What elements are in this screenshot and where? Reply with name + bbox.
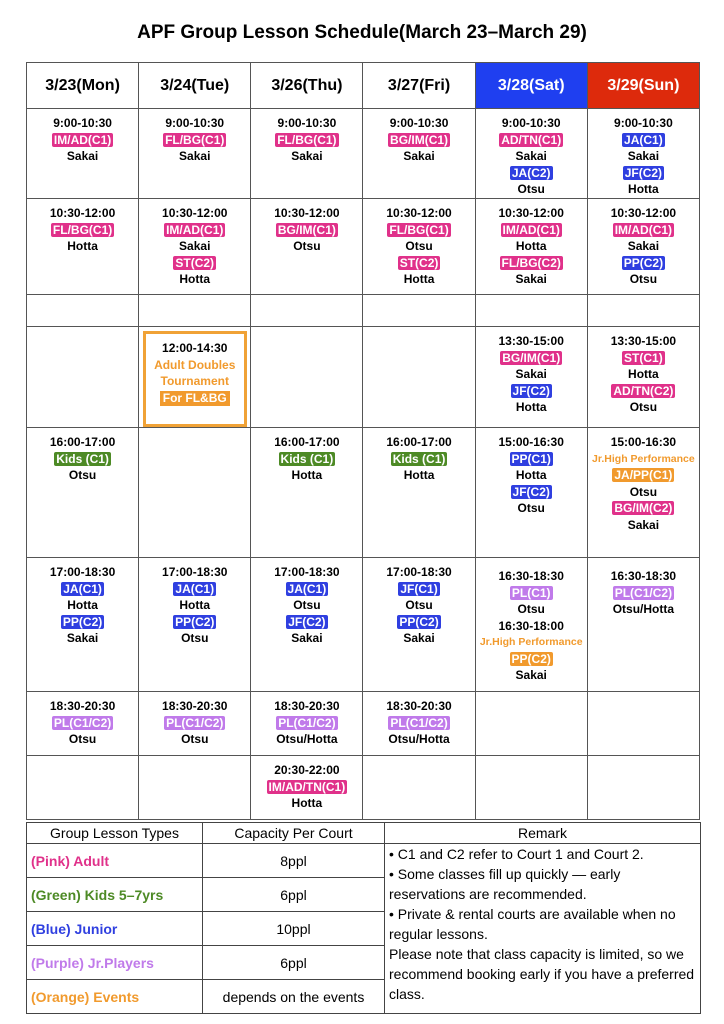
class-tag: Kids (C1): [280, 451, 334, 466]
coach-name: Otsu: [293, 239, 321, 253]
class-tag: JF(C2): [288, 614, 326, 629]
legend-type-kids: (Green) Kids 5–7yrs: [27, 878, 203, 912]
coach-name: Hotta: [179, 272, 211, 286]
slot-cell: [475, 558, 587, 692]
slot-cell: [27, 558, 139, 692]
slot-cell: [475, 756, 587, 820]
class-tag: FL/BG(C1): [389, 222, 449, 237]
slot-time: 16:00-17:00: [49, 435, 116, 449]
slot-cell: [139, 428, 251, 558]
slot-time: 16:30-18:30: [610, 569, 677, 583]
class-tag: IM/AD(C1): [502, 222, 560, 237]
class-tag: PL(C1/C2): [614, 585, 673, 600]
slot-time: 18:30-20:30: [274, 699, 340, 713]
coach-name: Sakai: [627, 149, 660, 163]
slot-cell: [27, 199, 139, 295]
slot-time: 10:30-12:00: [274, 206, 340, 220]
class-tag: Kids (C1): [56, 451, 109, 466]
class-tag: IM/AD(C1): [166, 222, 224, 237]
event-title-line: Tournament: [160, 374, 229, 388]
slot-cell: [475, 109, 587, 199]
legend-capacity: 8ppl: [203, 844, 385, 878]
class-tag: PP(C2): [399, 614, 439, 629]
slot-cell: [587, 692, 699, 756]
performance-label: Jr.High Performance: [592, 452, 695, 465]
slot-cell: [587, 109, 699, 199]
slot-time: 9:00-10:30: [501, 116, 561, 130]
slot-cell: [139, 109, 251, 199]
class-tag: ST(C2): [175, 255, 215, 270]
class-tag: JF(C1): [400, 581, 438, 596]
coach-name: Sakai: [403, 149, 435, 163]
coach-name: Hotta: [628, 182, 659, 196]
class-tag: PL(C1/C2): [278, 715, 336, 730]
slot-time: 9:00-10:30: [53, 116, 112, 130]
coach-name: Otsu: [293, 598, 321, 612]
slot-cell: [475, 428, 587, 558]
slot-time: 16:30-18:00: [498, 618, 564, 633]
class-tag: PP(C1): [511, 451, 551, 466]
slot-cell: [139, 199, 251, 295]
class-tag: IM/AD(C1): [53, 132, 112, 147]
slot-cell: [27, 692, 139, 756]
slot-cell: [587, 199, 699, 295]
class-tag: AD/TN(C2): [613, 383, 674, 398]
event-time: 12:00-14:30: [162, 341, 228, 355]
slot-time: 9:00-10:30: [389, 116, 449, 130]
coach-name: Otsu: [405, 239, 433, 253]
legend-type-events: (Orange) Events: [27, 980, 203, 1014]
slot-cell: [251, 199, 363, 295]
slot-cell: [587, 428, 699, 558]
coach-name: Sakai: [515, 668, 547, 682]
slot-cell: [475, 327, 587, 428]
slot-cell: [251, 558, 363, 692]
slot-time: 10:30-12:00: [49, 206, 116, 220]
slot-cell: [139, 558, 251, 692]
coach-name: Otsu: [517, 501, 545, 515]
class-tag: IM/AD(C1): [614, 222, 673, 237]
day-header-tue: 3/24(Tue): [139, 63, 251, 109]
slot-cell: [27, 295, 139, 327]
slot-cell: [139, 295, 251, 327]
slot-time: 9:00-10:30: [277, 116, 337, 130]
class-tag: ST(C1): [624, 350, 663, 365]
slot-time: 16:00-17:00: [386, 435, 452, 449]
class-tag: JA(C1): [175, 581, 215, 596]
legend-header-capacity: Capacity Per Court: [203, 823, 385, 844]
class-tag: ST(C2): [399, 255, 439, 270]
coach-name: Sakai: [403, 631, 435, 645]
class-tag: FL/BG(C2): [501, 255, 561, 270]
class-tag: JA(C1): [63, 581, 102, 596]
schedule-table: [26, 62, 700, 820]
slot-cell: [363, 199, 475, 295]
remark-line: Please note that class capacity is limited, so we recommend booking early if you have a preferred class.: [389, 946, 695, 1002]
coach-name: Otsu: [68, 468, 97, 482]
class-tag: PP(C2): [623, 255, 664, 270]
class-tag: JF(C2): [624, 165, 663, 180]
event-tag: For FL&BG: [160, 391, 230, 406]
coach-name: Hotta: [515, 468, 547, 482]
slot-cell: [475, 295, 587, 327]
day-header-sat: 3/28(Sat): [475, 63, 587, 109]
class-tag: JA(C1): [624, 132, 663, 147]
class-tag: BG/IM(C2): [614, 501, 673, 515]
coach-name: Hotta: [179, 598, 211, 612]
legend-header-types: Group Lesson Types: [27, 823, 203, 844]
class-tag: BG/IM(C1): [277, 222, 336, 237]
coach-name: Otsu: [405, 598, 433, 612]
class-tag: JA(C2): [511, 165, 551, 180]
class-tag: PP(C2): [511, 651, 551, 666]
coach-name: Otsu/Hotta: [276, 732, 338, 746]
coach-name: Sakai: [179, 239, 211, 253]
slot-time: 10:30-12:00: [386, 206, 452, 220]
legend-capacity: 6ppl: [203, 878, 385, 912]
slot-cell: [363, 428, 475, 558]
class-tag: BG/IM(C1): [390, 132, 449, 147]
class-tag: JF(C2): [512, 484, 550, 499]
legend-type-adult: (Pink) Adult: [27, 844, 203, 878]
slot-cell: [363, 692, 475, 756]
slot-time: 18:30-20:30: [162, 699, 228, 713]
class-tag: JF(C2): [512, 383, 550, 398]
class-tag: PL(C1/C2): [390, 715, 448, 730]
day-header-mon: 3/23(Mon): [27, 63, 139, 109]
class-tag: IM/AD/TN(C1): [268, 779, 346, 794]
slot-time: 15:00-16:30: [610, 435, 677, 449]
slot-cell: [139, 327, 251, 428]
slot-time: 17:00-18:30: [162, 565, 228, 579]
coach-name: Otsu: [68, 732, 97, 746]
slot-cell: [139, 692, 251, 756]
slot-time: 16:00-17:00: [274, 435, 340, 449]
class-tag: JA/PP(C1): [614, 468, 673, 482]
slot-time: 10:30-12:00: [610, 206, 677, 220]
class-tag: AD/TN(C1): [501, 132, 562, 147]
class-tag: PL(C1/C2): [166, 715, 224, 730]
coach-name: Hotta: [291, 468, 323, 482]
coach-name: Hotta: [291, 796, 323, 810]
remark-line: • Some classes fill up quickly — early reservations are recommended.: [389, 866, 621, 902]
coach-name: Sakai: [515, 149, 547, 163]
legend-capacity: depends on the events: [203, 980, 385, 1014]
class-tag: PL(C1): [511, 585, 551, 600]
coach-name: Sakai: [66, 631, 99, 645]
coach-name: Hotta: [515, 239, 547, 253]
slot-cell: [363, 327, 475, 428]
slot-cell: [363, 109, 475, 199]
slot-time: 16:30-18:30: [498, 569, 564, 583]
coach-name: Otsu: [629, 484, 658, 499]
slot-cell: [251, 327, 363, 428]
slot-time: 18:30-20:30: [49, 699, 116, 713]
remark-notes: [385, 844, 701, 1014]
coach-name: Hotta: [628, 367, 659, 381]
slot-cell: [363, 756, 475, 820]
slot-time: 17:00-18:30: [386, 565, 452, 579]
class-tag: BG/IM(C1): [502, 350, 561, 365]
coach-name: Otsu: [517, 602, 545, 616]
slot-cell: [139, 756, 251, 820]
slot-cell: [587, 558, 699, 692]
coach-name: Hotta: [515, 400, 547, 414]
performance-label: Jr.High Performance: [479, 636, 583, 648]
coach-name: Otsu/Hotta: [388, 732, 450, 746]
slot-time: 9:00-10:30: [614, 116, 673, 130]
coach-name: Sakai: [627, 239, 660, 253]
legend-type-junior: (Blue) Junior: [27, 912, 203, 946]
coach-name: Otsu: [517, 182, 545, 196]
slot-cell: [27, 109, 139, 199]
slot-cell: [363, 295, 475, 327]
slot-cell: [27, 428, 139, 558]
coach-name: Otsu: [629, 272, 658, 286]
legend-table: [26, 822, 701, 1014]
slot-time: 13:30-15:00: [498, 334, 564, 348]
slot-cell: [363, 558, 475, 692]
event-box: [143, 331, 247, 427]
class-tag: PL(C1/C2): [53, 715, 112, 730]
slot-time: 9:00-10:30: [165, 116, 225, 130]
coach-name: Sakai: [515, 272, 547, 286]
coach-name: Sakai: [179, 149, 211, 163]
page-title: APF Group Lesson Schedule(March 23–March 29): [137, 22, 587, 43]
legend-type-jr-players: (Purple) Jr.Players: [27, 946, 203, 980]
slot-cell: [587, 295, 699, 327]
coach-name: Sakai: [291, 149, 323, 163]
coach-name: Hotta: [403, 468, 435, 482]
coach-name: Hotta: [67, 239, 98, 253]
slot-cell: [587, 327, 699, 428]
slot-cell: [251, 295, 363, 327]
slot-time: 20:30-22:00: [274, 763, 340, 777]
class-tag: JA(C1): [287, 581, 327, 596]
coach-name: Hotta: [67, 598, 98, 612]
coach-name: Sakai: [66, 149, 99, 163]
day-header-fri: 3/27(Fri): [363, 63, 475, 109]
slot-cell: [475, 692, 587, 756]
legend-capacity: 6ppl: [203, 946, 385, 980]
coach-name: Otsu: [181, 631, 209, 645]
slot-cell: [475, 199, 587, 295]
slot-time: 10:30-12:00: [162, 206, 228, 220]
slot-cell: [27, 327, 139, 428]
slot-cell: [251, 109, 363, 199]
legend-capacity: 10ppl: [203, 912, 385, 946]
class-tag: FL/BG(C1): [165, 132, 225, 147]
remark-line: • Private & rental courts are available when no regular lessons.: [389, 906, 676, 942]
slot-cell: [251, 428, 363, 558]
class-tag: Kids (C1): [392, 451, 446, 466]
slot-cell: [251, 692, 363, 756]
coach-name: Sakai: [291, 631, 323, 645]
coach-name: Hotta: [403, 272, 435, 286]
class-tag: FL/BG(C1): [52, 222, 113, 237]
class-tag: PP(C2): [175, 614, 215, 629]
coach-name: Otsu: [629, 400, 658, 414]
slot-time: 17:00-18:30: [49, 565, 116, 579]
slot-cell: [27, 756, 139, 820]
coach-name: Otsu: [181, 732, 209, 746]
day-header-sun: 3/29(Sun): [587, 63, 699, 109]
slot-cell: [251, 756, 363, 820]
slot-time: 15:00-16:30: [498, 435, 564, 449]
legend-header-remark: Remark: [385, 823, 701, 844]
class-tag: PP(C2): [62, 614, 103, 629]
coach-name: Sakai: [515, 367, 547, 381]
slot-time: 17:00-18:30: [274, 565, 340, 579]
slot-cell: [587, 756, 699, 820]
remark-line: • C1 and C2 refer to Court 1 and Court 2.: [389, 846, 644, 862]
coach-name: Otsu/Hotta: [612, 602, 675, 616]
coach-name: Sakai: [627, 517, 660, 532]
event-title-line: Adult Doubles: [154, 357, 236, 372]
slot-time: 10:30-12:00: [498, 206, 564, 220]
slot-time: 18:30-20:30: [386, 699, 452, 713]
class-tag: FL/BG(C1): [277, 132, 337, 147]
slot-time: 13:30-15:00: [610, 334, 677, 348]
day-header-thu: 3/26(Thu): [251, 63, 363, 109]
